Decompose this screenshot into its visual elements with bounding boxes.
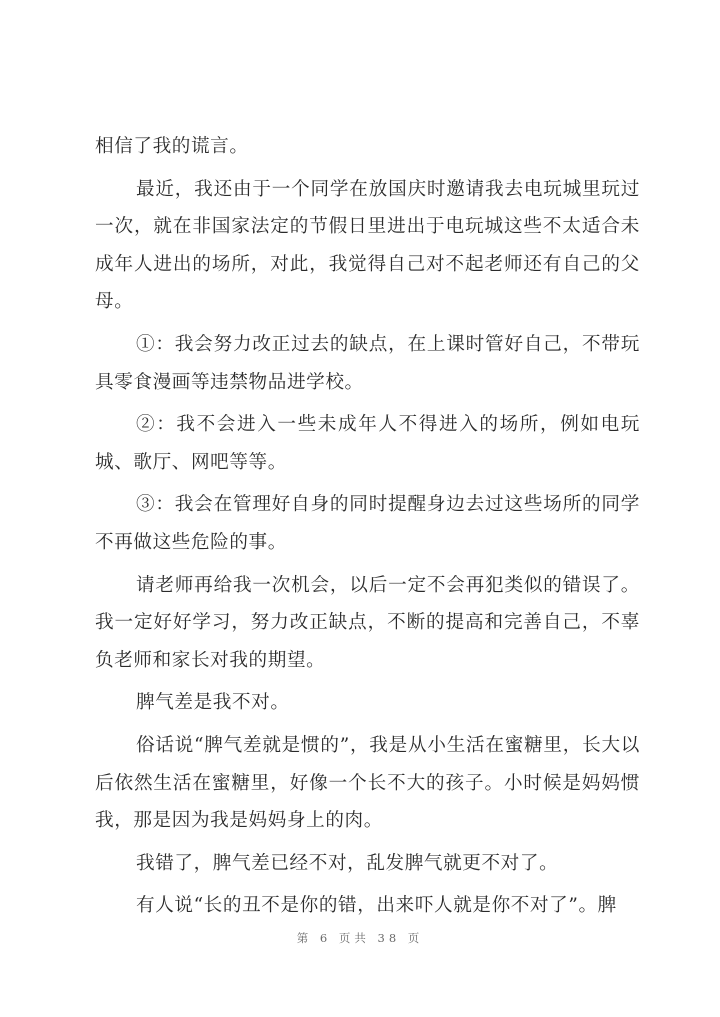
footer-middle: 页共: [338, 931, 370, 945]
footer-prefix: 第: [296, 931, 313, 945]
paragraph-8: 俗话说“脾气差就是惯的”，我是从小生活在蜜糖里，长大以后依然生活在蜜糖里，好像一个长不大的孩子。小时候是妈妈惯我，那是因为我是妈妈身上的肉。: [95, 734, 640, 832]
document-body: [95, 128, 640, 930]
paragraph-7: 脾气差是我不对。: [136, 692, 290, 714]
footer-suffix: 页: [407, 931, 424, 945]
paragraph-9: 我错了，脾气差已经不对，乱发脾气就更不对了。: [136, 852, 559, 874]
footer-total-pages: 38: [377, 931, 401, 945]
page-footer: [0, 930, 720, 946]
paragraph-10: 有人说“长的丑不是你的错，出来吓人就是你不对了”。脾: [136, 895, 617, 917]
paragraph-4: ②：我不会进入一些未成年人不得进入的场所，例如电玩城、歌厅、网吧等等。: [95, 414, 640, 473]
footer-current-page: 6: [319, 931, 332, 945]
paragraph-6: 请老师再给我一次机会，以后一定不会再犯类似的错误了。我一定好好学习，努力改正缺点，不断的提高和完善自己，不辜负老师和家长对我的期望。: [95, 574, 640, 671]
paragraph-2: 最近，我还由于一个同学在放国庆时邀请我去电玩城里玩过一次，就在非国家法定的节假日里进出于电玩城这些不太适合未成年人进出的场所，对此，我觉得自己对不起老师还有自己的父母。: [95, 178, 640, 313]
paragraph-3: ①：我会努力改正过去的缺点，在上课时管好自己，不带玩具零食漫画等违禁物品进学校。: [95, 333, 640, 393]
paragraph-1: 相信了我的谎言。: [95, 136, 249, 157]
paragraph-5: ③：我会在管理好自身的同时提醒身边去过这些场所的同学不再做这些危险的事。: [95, 494, 640, 553]
